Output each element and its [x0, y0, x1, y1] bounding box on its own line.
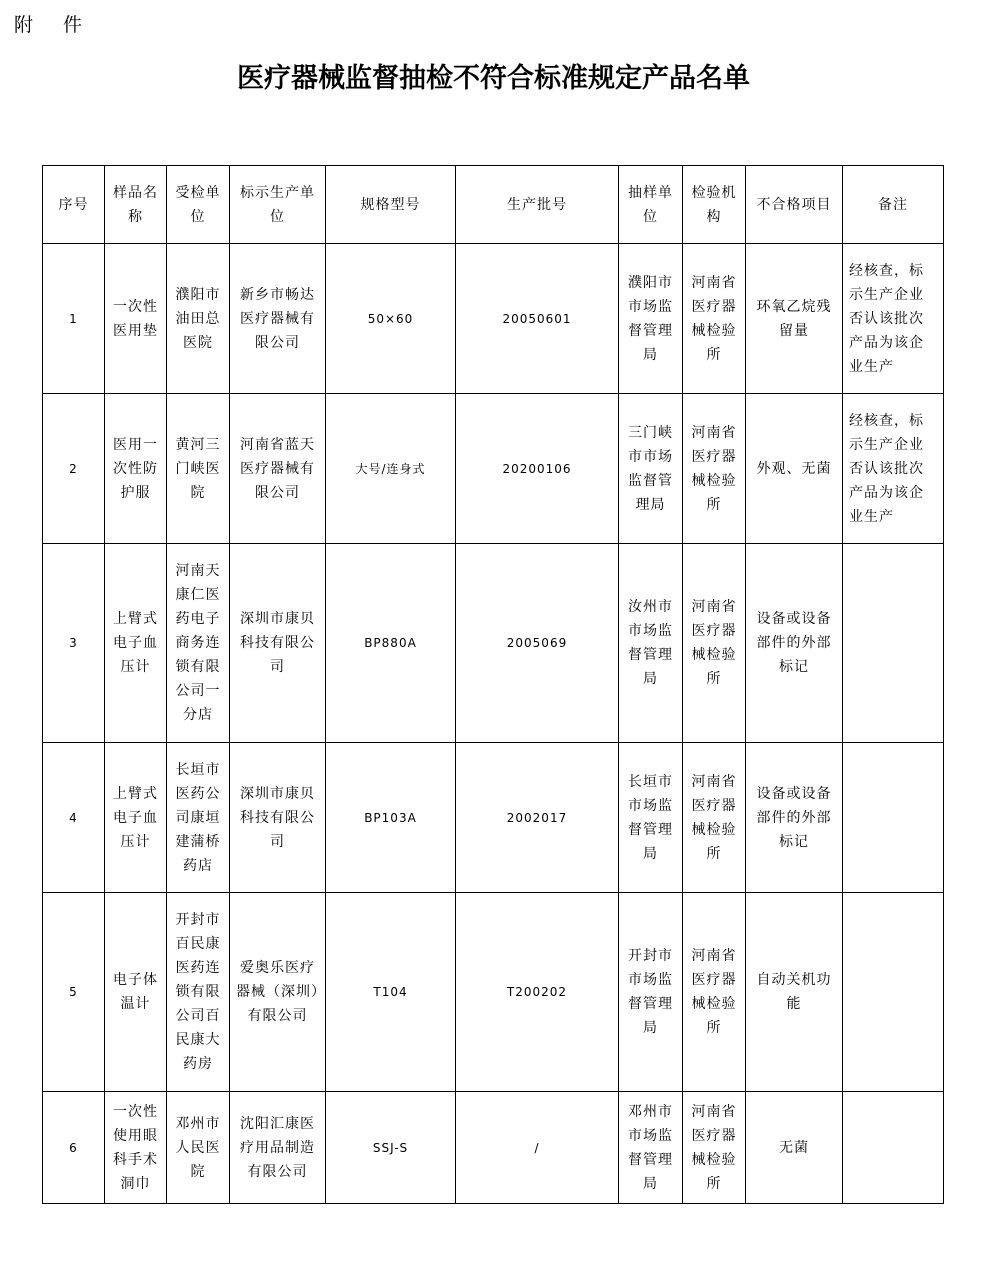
cell-model: 大号/连身式	[326, 394, 456, 544]
cell-inspected-unit: 黄河三门峡医院	[167, 394, 230, 544]
table-row	[43, 743, 944, 893]
cell-remarks	[843, 893, 944, 1092]
cell-batch: 2005069	[456, 544, 619, 743]
cell-sample-name: 上臂式电子血压计	[105, 743, 167, 893]
table-row	[43, 1092, 944, 1204]
cell-manufacturer: 新乡市畅达医疗器械有限公司	[230, 244, 326, 394]
cell-sample-name: 一次性使用眼科手术洞巾	[105, 1092, 167, 1204]
cell-testing-agency: 河南省医疗器械检验所	[683, 544, 746, 743]
noncompliant-products-table	[42, 165, 944, 1204]
table-header-row	[43, 166, 944, 244]
cell-seq: 3	[43, 544, 105, 743]
cell-sampling-unit: 三门峡市市场监督管理局	[619, 394, 683, 544]
cell-remarks	[843, 544, 944, 743]
cell-model: BP103A	[326, 743, 456, 893]
cell-failed-item: 外观、无菌	[746, 394, 843, 544]
cell-inspected-unit: 长垣市医药公司康垣建蒲桥药店	[167, 743, 230, 893]
header-sampling-unit: 抽样单位	[619, 166, 683, 244]
cell-testing-agency: 河南省医疗器械检验所	[683, 1092, 746, 1204]
cell-seq: 5	[43, 893, 105, 1092]
cell-remarks	[843, 1092, 944, 1204]
cell-sampling-unit: 开封市市场监督管理局	[619, 893, 683, 1092]
table-row	[43, 893, 944, 1092]
table-row	[43, 544, 944, 743]
page-title: 医疗器械监督抽检不符合标准规定产品名单	[237, 63, 750, 94]
header-batch: 生产批号	[456, 166, 619, 244]
cell-failed-item: 环氧乙烷残留量	[746, 244, 843, 394]
cell-testing-agency: 河南省医疗器械检验所	[683, 743, 746, 893]
header-failed-item: 不合格项目	[746, 166, 843, 244]
table-row	[43, 394, 944, 544]
cell-failed-item: 无菌	[746, 1092, 843, 1204]
cell-sample-name: 上臂式电子血压计	[105, 544, 167, 743]
header-seq: 序号	[43, 166, 105, 244]
cell-inspected-unit: 邓州市人民医院	[167, 1092, 230, 1204]
cell-sampling-unit: 长垣市市场监督管理局	[619, 743, 683, 893]
cell-failed-item: 设备或设备部件的外部标记	[746, 544, 843, 743]
cell-sampling-unit: 邓州市市场监督管理局	[619, 1092, 683, 1204]
cell-batch: 2002017	[456, 743, 619, 893]
cell-remarks: 经核查，标示生产企业否认该批次产品为该企业生产	[843, 394, 944, 544]
cell-sampling-unit: 汝州市市场监督管理局	[619, 544, 683, 743]
header-inspected-unit: 受检单位	[167, 166, 230, 244]
cell-sample-name: 电子体温计	[105, 893, 167, 1092]
header-remarks: 备注	[843, 166, 944, 244]
cell-inspected-unit: 开封市百民康医药连锁有限公司百民康大药房	[167, 893, 230, 1092]
cell-batch: T200202	[456, 893, 619, 1092]
header-sample-name: 样品名称	[105, 166, 167, 244]
cell-inspected-unit: 河南天康仁医药电子商务连锁有限公司一分店	[167, 544, 230, 743]
attachment-label: 附 件	[14, 14, 95, 36]
cell-model: SSJ-S	[326, 1092, 456, 1204]
cell-failed-item: 设备或设备部件的外部标记	[746, 743, 843, 893]
cell-failed-item: 自动关机功能	[746, 893, 843, 1092]
table-row	[43, 244, 944, 394]
cell-sampling-unit: 濮阳市市场监督管理局	[619, 244, 683, 394]
cell-manufacturer: 沈阳汇康医疗用品制造有限公司	[230, 1092, 326, 1204]
cell-remarks: 经核查，标示生产企业否认该批次产品为该企业生产	[843, 244, 944, 394]
cell-manufacturer: 深圳市康贝科技有限公司	[230, 743, 326, 893]
cell-testing-agency: 河南省医疗器械检验所	[683, 244, 746, 394]
cell-seq: 4	[43, 743, 105, 893]
cell-seq: 6	[43, 1092, 105, 1204]
cell-testing-agency: 河南省医疗器械检验所	[683, 893, 746, 1092]
header-testing-agency: 检验机构	[683, 166, 746, 244]
cell-model: T104	[326, 893, 456, 1092]
cell-manufacturer: 爱奥乐医疗器械（深圳）有限公司	[230, 893, 326, 1092]
cell-model: BP880A	[326, 544, 456, 743]
header-model: 规格型号	[326, 166, 456, 244]
cell-model: 50×60	[326, 244, 456, 394]
cell-batch: 20050601	[456, 244, 619, 394]
cell-batch: 20200106	[456, 394, 619, 544]
cell-sample-name: 医用一次性防护服	[105, 394, 167, 544]
cell-sample-name: 一次性医用垫	[105, 244, 167, 394]
cell-batch: /	[456, 1092, 619, 1204]
cell-seq: 2	[43, 394, 105, 544]
cell-testing-agency: 河南省医疗器械检验所	[683, 394, 746, 544]
cell-remarks	[843, 743, 944, 893]
cell-seq: 1	[43, 244, 105, 394]
cell-inspected-unit: 濮阳市油田总医院	[167, 244, 230, 394]
cell-manufacturer: 深圳市康贝科技有限公司	[230, 544, 326, 743]
header-manufacturer: 标示生产单位	[230, 166, 326, 244]
cell-manufacturer: 河南省蓝天医疗器械有限公司	[230, 394, 326, 544]
